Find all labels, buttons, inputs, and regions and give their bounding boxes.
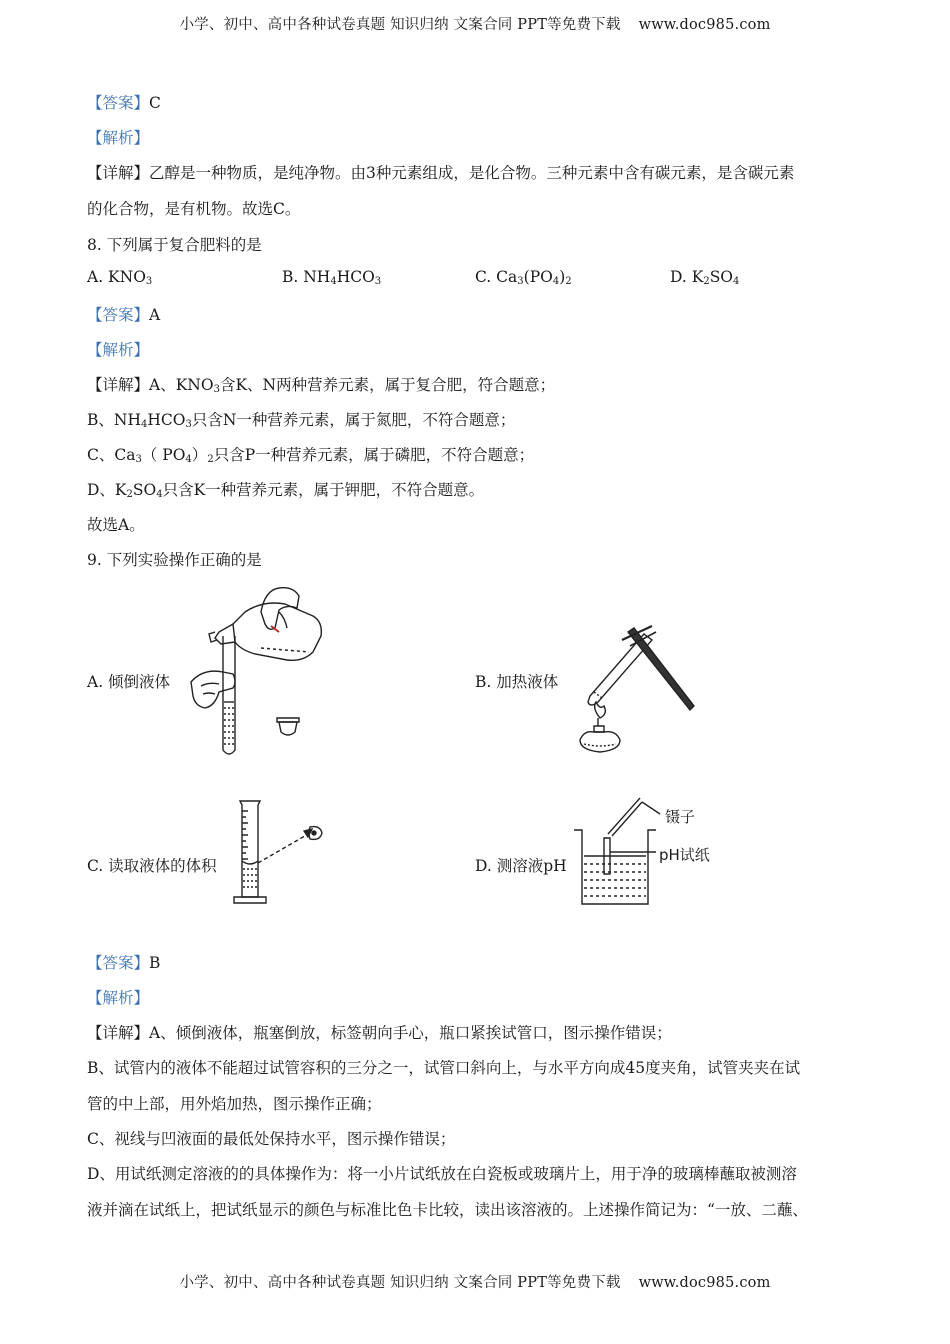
q9-detail-a — [87, 1021, 672, 1043]
q7-detail-line-2: 的化合物，是有机物。故选C。 — [87, 200, 301, 218]
page-footer — [0, 1271, 950, 1292]
header-text: 小学、初中、高中各种试卷真题 知识归纳 文案合同 PPT等免费下载 — [179, 17, 621, 33]
tweezers-label: 镊子 — [665, 808, 696, 826]
footer-text: 小学、初中、高中各种试卷真题 知识归纳 文案合同 PPT等免费下载 — [179, 1275, 621, 1291]
q8-detail-text: A、KNO — [149, 376, 214, 394]
q9-detail-d2: 液并滴在试纸上，把试纸显示的颜色与标准比色卡比较，读出该溶液的。上述操作简记为：“一放、二蘸、 — [87, 1201, 808, 1219]
figure-pouring-liquid — [175, 582, 325, 757]
q8-option-d — [670, 268, 739, 287]
subscript: 3 — [135, 454, 142, 465]
header-site-link[interactable]: www.doc985.com — [638, 17, 771, 33]
pouring-illustration — [175, 582, 325, 757]
q9-answer-line — [87, 951, 160, 973]
q8-detail-text: ） — [191, 446, 208, 464]
subscript: 4 — [733, 276, 740, 287]
q8-option-c-text: ) — [559, 268, 566, 286]
subscript: 4 — [140, 419, 148, 430]
q8-detail-text: 只含P一种营养元素，属于磷肥，不符合题意； — [213, 446, 535, 464]
subscript: 4 — [185, 454, 192, 465]
heating-illustration — [560, 622, 700, 757]
q9-option-a: A. 倾倒液体 — [87, 673, 171, 691]
q9-detail-text: A、倾倒液体，瓶塞倒放，标签朝向手心，瓶口紧挨试管口，图示操作错误； — [149, 1024, 672, 1042]
answer-tag: 【答案】 — [87, 94, 150, 112]
subscript: 2 — [565, 276, 572, 287]
analysis-tag: 【解析】 — [87, 341, 150, 359]
figure-reading-volume — [228, 797, 328, 907]
q8-option-c-text: C. Ca — [475, 268, 518, 286]
subscript: 4 — [156, 489, 163, 500]
q9-detail-b1: B、试管内的液体不能超过试管容积的三分之一，试管口斜向上，与水平方向成45度夹角，试管夹夹在试 — [87, 1059, 801, 1077]
q8-detail-a — [87, 373, 555, 395]
q8-detail-text: 只含N一种营养元素，属于氮肥，不符合题意； — [191, 411, 516, 429]
q8-stem: 8. 下列属于复合肥料的是 — [87, 236, 262, 254]
q8-option-d-text: SO — [709, 268, 734, 286]
q8-detail-text: B、NH — [87, 411, 141, 429]
q8-answer-line — [87, 303, 160, 325]
q9-option-c: C. 读取液体的体积 — [87, 857, 217, 875]
q8-detail-text: SO — [132, 481, 157, 499]
answer-tag: 【答案】 — [87, 954, 150, 972]
q9-answer: B — [149, 954, 161, 972]
subscript: 4 — [552, 276, 560, 287]
subscript: 3 — [374, 276, 382, 287]
figure-heating-liquid — [560, 622, 700, 757]
q8-option-a — [87, 268, 152, 287]
q8-detail-text: 只含K一种营养元素，属于钾肥，不符合题意。 — [162, 481, 485, 499]
analysis-tag: 【解析】 — [87, 989, 150, 1007]
q8-option-b-text: B. NH — [282, 268, 331, 286]
subscript: 3 — [213, 384, 220, 395]
footer-site-link[interactable]: www.doc985.com — [638, 1275, 771, 1291]
ph-paper-label: pH试纸 — [659, 846, 710, 864]
detail-tag: 【详解】 — [87, 1024, 150, 1042]
q7-detail-text-1: 乙醇是一种物质，是纯净物。由3种元素组成，是化合物。三种元素中含有碳元素，是含碳元素 — [149, 164, 795, 182]
q8-detail-text: HCO — [147, 411, 186, 429]
q8-detail-text: D、K — [87, 481, 127, 499]
q8-detail-text: C、Ca — [87, 446, 136, 464]
subscript: 2 — [703, 276, 710, 287]
analysis-tag: 【解析】 — [87, 129, 150, 147]
detail-tag: 【详解】 — [87, 164, 150, 182]
subscript: 2 — [207, 454, 214, 465]
q7-answer: C — [149, 94, 161, 112]
q7-answer-line — [87, 91, 161, 113]
q9-analysis-line — [87, 986, 149, 1008]
q9-detail-c: C、视线与凹液面的最低处保持水平，图示操作错误； — [87, 1130, 456, 1148]
subscript: 3 — [517, 276, 524, 287]
answer-tag: 【答案】 — [87, 306, 150, 324]
subscript: 3 — [185, 419, 192, 430]
q9-option-b: B. 加热液体 — [475, 673, 559, 691]
q8-option-b — [282, 268, 381, 287]
q9-stem: 9. 下列实验操作正确的是 — [87, 551, 262, 569]
q8-detail-text: （ PO — [141, 446, 186, 464]
q9-option-d: D. 测溶液pH — [475, 857, 567, 875]
subscript: 3 — [145, 276, 153, 287]
q7-analysis-line — [87, 126, 149, 148]
q8-option-c — [475, 268, 572, 287]
graduated-cylinder-illustration — [228, 797, 328, 907]
q9-detail-d1: D、用试纸测定溶液的的具体操作为：将一小片试纸放在白瓷板或玻璃片上，用于净的玻璃棒蘸取被测溶 — [87, 1165, 797, 1183]
subscript: 4 — [330, 276, 337, 287]
page-header — [0, 13, 950, 34]
q8-conclusion: 故选A。 — [87, 516, 145, 534]
q8-detail-text: 含K、N两种营养元素，属于复合肥，符合题意； — [219, 376, 556, 394]
q8-option-d-text: D. K — [670, 268, 704, 286]
q8-option-c-text: (PO — [523, 268, 553, 286]
q9-detail-b2: 管的中上部，用外焰加热，图示操作正确； — [87, 1095, 382, 1113]
q8-detail-c — [87, 443, 534, 465]
q7-detail-line-1 — [87, 161, 794, 183]
q8-detail-b — [87, 408, 515, 430]
subscript: 2 — [126, 489, 133, 500]
q8-analysis-line — [87, 338, 149, 360]
q8-option-b-text: HCO — [336, 268, 375, 286]
detail-tag: 【详解】 — [87, 376, 150, 394]
q8-option-a-text: A. KNO — [87, 268, 146, 286]
q8-answer: A — [149, 306, 161, 324]
q8-detail-d — [87, 478, 484, 500]
